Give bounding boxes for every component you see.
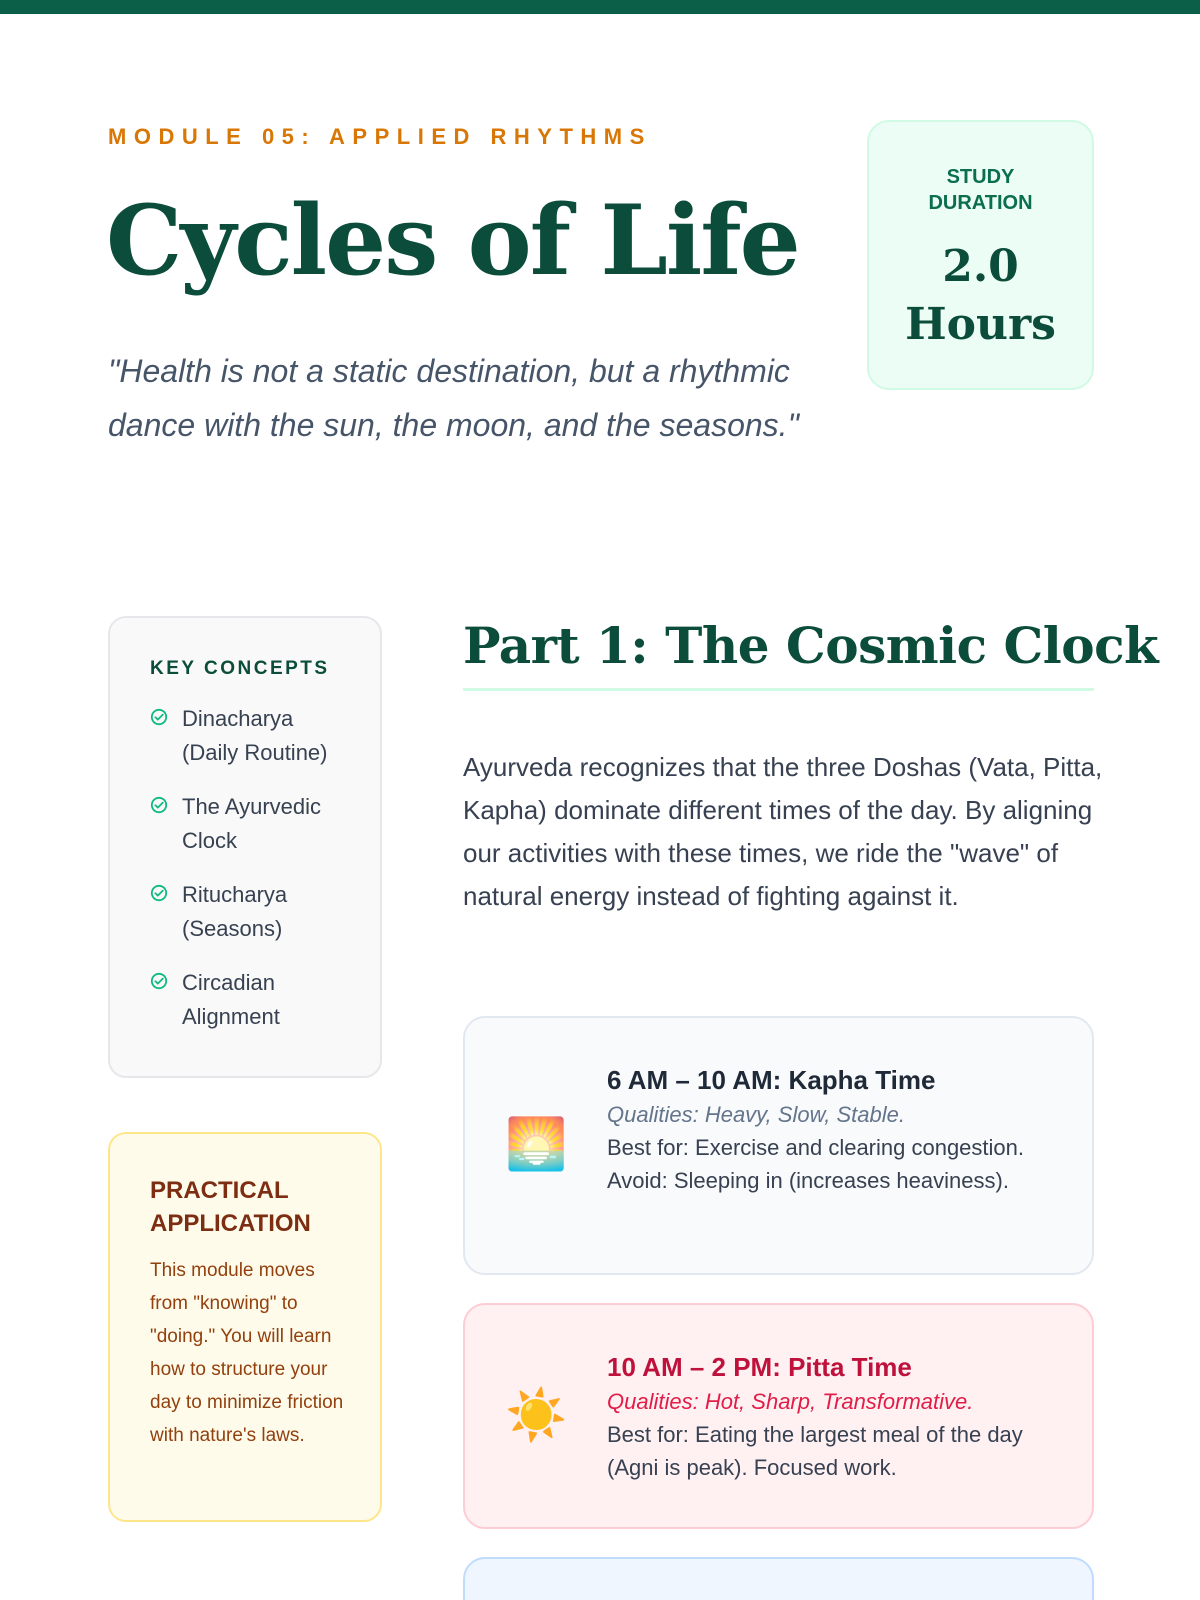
practical-application-body: This module moves from "knowing" to "doing." You will learn how to structure your day to minimize friction with nature's laws. xyxy=(150,1260,344,1446)
intro-quote: "Health is not a static destination, but a rhythmic dance with the sun, the moon, and the seasons." xyxy=(108,353,799,443)
check-circle-icon xyxy=(150,796,168,814)
page-title: Cycles of Life xyxy=(106,184,799,297)
section-body: Ayurveda recognizes that the three Doshas (Vata, Pitta, Kapha) dominate different times of the day. By aligning our activities with these times, we ride the "wave" of natural energy instead of fighting against it. xyxy=(463,752,1103,911)
check-circle-icon xyxy=(150,884,168,902)
study-duration-label: STUDY DURATION xyxy=(928,166,1033,214)
module-eyebrow: MODULE 05: APPLIED RHYTHMS xyxy=(108,124,652,149)
time-card-qualities: Qualities: Hot, Sharp, Transformative. xyxy=(607,1389,974,1414)
key-concept-item xyxy=(150,966,352,1034)
time-card-body xyxy=(607,1349,1062,1484)
time-card-title: 10 AM – 2 PM: Pitta Time xyxy=(607,1352,912,1382)
key-concept-label: Dinacharya (Daily Routine) xyxy=(182,706,328,765)
time-card-title: 6 AM – 10 AM: Kapha Time xyxy=(607,1065,936,1095)
top-accent-bar xyxy=(0,0,1200,14)
key-concepts-title: KEY CONCEPTS xyxy=(150,658,330,679)
pitta-time-card xyxy=(463,1303,1094,1529)
time-card-qualities: Qualities: Heavy, Slow, Stable. xyxy=(607,1102,905,1127)
practical-application-title: PRACTICAL APPLICATION xyxy=(150,1177,311,1237)
time-card-body xyxy=(607,1062,1062,1197)
sun-icon: ☀️ xyxy=(505,1387,568,1443)
key-concept-item xyxy=(150,878,352,946)
time-card-best-for: Best for: Eating the largest meal of the day (Agni is peak). Focused work. xyxy=(607,1422,1023,1480)
check-circle-icon xyxy=(150,708,168,726)
key-concept-item xyxy=(150,790,352,858)
time-card-best-for: Best for: Exercise and clearing congestion. Avoid: Sleeping in (increases heaviness). xyxy=(607,1135,1025,1193)
key-concept-label: Circadian Alignment xyxy=(182,970,280,1029)
vata-time-card xyxy=(463,1557,1094,1600)
key-concept-label: The Ayurvedic Clock xyxy=(182,794,322,853)
key-concept-label: Ritucharya (Seasons) xyxy=(182,882,288,941)
sunrise-icon: 🌅 xyxy=(505,1116,568,1172)
study-duration-value: 2.0 Hours xyxy=(905,241,1056,350)
section-heading: Part 1: The Cosmic Clock xyxy=(463,616,1159,675)
study-duration-card xyxy=(867,120,1094,390)
practical-application-card xyxy=(108,1132,382,1522)
check-circle-icon xyxy=(150,972,168,990)
key-concepts-card xyxy=(108,616,382,1078)
key-concept-item xyxy=(150,702,352,770)
section-divider xyxy=(463,688,1094,691)
kapha-time-card xyxy=(463,1016,1094,1275)
